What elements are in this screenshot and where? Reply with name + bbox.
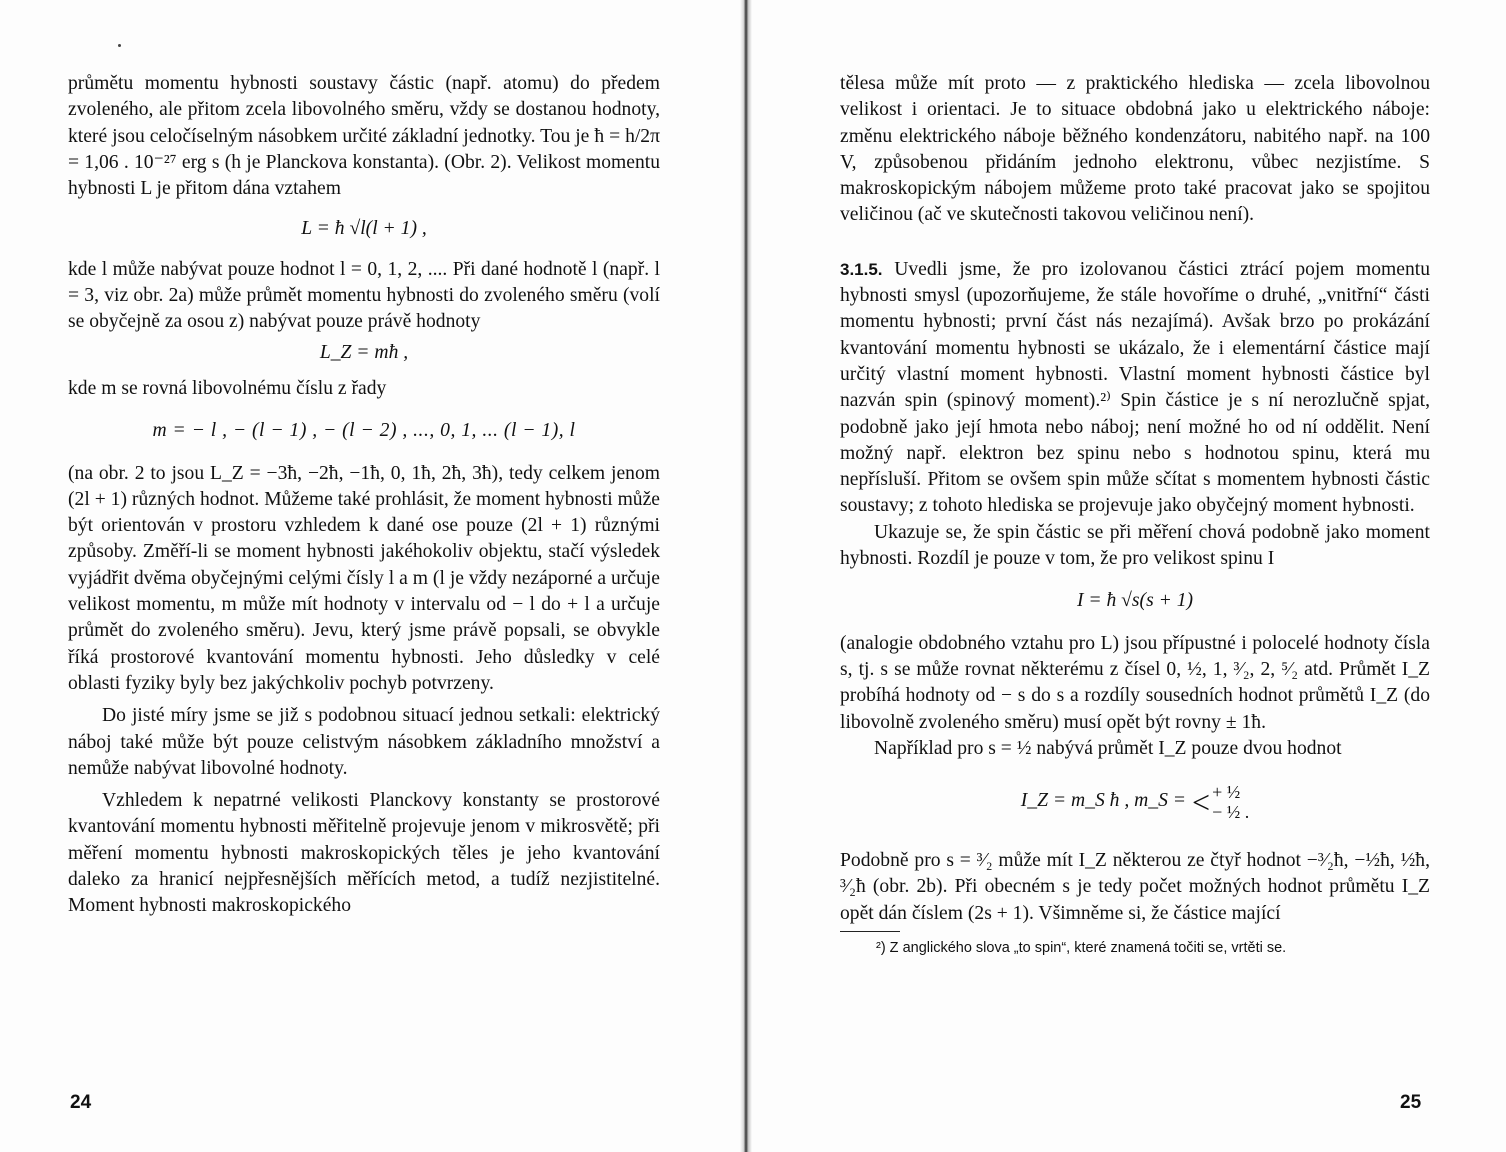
right-text-block <box>840 71 1430 958</box>
page-number-right: 25 <box>1400 1092 1422 1113</box>
left-formula-angular-momentum: L = ħ √l(l + 1) , <box>301 218 427 240</box>
formula-spin-plus: + ½ <box>1212 781 1241 802</box>
book-gutter <box>740 0 752 1152</box>
right-paragraph-6: Podobně pro s = ³⁄₂ může mít I_Z některou ze čtyř hodnot −³⁄₂ħ, −½ħ, ½ħ, ³⁄₂ħ (obr. 2b). Při obecném s je tedy počet možných hodnot průmětu I_Z opět dán číslem (2s + 1). Všimněme si, že částice mající <box>840 850 1430 924</box>
left-paragraph-4: (na obr. 2 to jsou L_Z = −3ħ, −2ħ, −1ħ, 0, 1ħ, 2ħ, 3ħ), tedy celkem jenom (2l + 1) různých hodnot. Můžeme také prohlásit, že moment hybnosti může být orientován v prostoru vzhledem k dané ose pouze (2l + 1) různými způsoby. Změří-li se moment hybnosti jakéhokoliv objektu, stačí výsledek vyjádřit dvěma obyčejnými celými čísly l a m (l je vždy nezáporné a určuje velikost momentu, m může mít hodnoty v intervalu od − l do + l a určuje průmět do zvoleného směru). Jevu, který jsme právě popsali, se obvykle říká prostorové kvantování momentu hybnosti. Jeho důsledky v celé oblasti fyziky byly bez jakýchkoliv pochyb potvrzeny. <box>68 462 660 694</box>
formula-spin-left: I_Z = m_S ħ , m_S = <box>1020 790 1187 812</box>
right-paragraph-5: Například pro s = ½ nabývá průmět I_Z pouze dvou hodnot <box>874 737 1342 759</box>
left-paragraph-2: kde l může nabývat pouze hodnot l = 0, 1, 2, .... Při dané hodnotě l (např. l = 3, viz obr. 2a) může průmět momentu hybnosti do zvoleného směru (volí se obyčejně za osou z) nabývat pouze právě hodnoty <box>68 258 660 333</box>
left-paragraph-3: kde m se rovná libovolnému číslu z řady <box>68 377 387 399</box>
angle-bracket-symbol: < <box>1192 783 1211 820</box>
right-paragraph-1: tělesa může mít proto — z praktického hlediska — zcela libovolnou velikost i orientaci. Je to situace obdobná jako u elektrického náboje: změnu elektrického náboje běžného kondenzátoru, nabitého např. na 100 V, způsobenou přidáním jednoho elektronu, vůbec nezjistíme. S makroskopickým nábojem můžeme proto také pracovat jako se spojitou veličinou (ač ve skutečnosti takovou veličinou není). <box>840 73 1430 226</box>
left-paragraph-1: průmětu momentu hybnosti soustavy částic (např. atomu) do předem zvoleného, ale přitom zcela libovolného směru, vždy se dostanou hodnoty, které jsou celočíselným násobkem určité základní jednotky. Tou je ħ = h/2π = 1,06 . 10⁻²⁷ erg s (h je Planckova konstanta). (Obr. 2). Velikost momentu hybnosti L je přitom dána vztahem <box>68 73 660 200</box>
page-speck <box>118 44 121 47</box>
page-number-left: 24 <box>70 1092 92 1113</box>
right-paragraph-2: Uvedli jsme, že pro izolovanou částici ztrácí pojem momentu hybnosti smysl (upozorňujeme, že stále hovoříme o druhé, „vnitřní“ části momentu hybnosti; první část nás nezajímá). Avšak brzo po prokázání kvantování momentu hybnosti se ukázalo, že i elementární částice mají určitý vlastní moment hybnosti. Vlastní moment hybnosti částice byl nazván spin (spinový moment).²⁾ Spin částice je s ní nerozlučně spjat, podobně jako její hmota nebo náboj; není možné ho od ní oddělit. Není možný např. elektron bez spinu nebo s hodnotou spinu, která mu nepřísluší. Přitom se ovšem spin může sčítat s momentem hybnosti částic soustavy; z tohoto hlediska se projevuje jako obyčejný moment hybnosti. <box>840 258 1431 517</box>
formula-spin-values <box>1212 782 1249 822</box>
footnote-rule <box>840 931 900 932</box>
left-text-block <box>68 71 660 920</box>
left-paragraph-5: Do jisté míry jsme se již s podobnou situací jednou setkali: elektrický náboj také může být pouze celistvým násobkem základního množství a nemůže nabývat libovolné hodnoty. <box>68 705 660 779</box>
right-page <box>752 0 1506 1152</box>
right-formula-spin: I = ħ √s(s + 1) <box>1076 590 1194 612</box>
right-paragraph-3: Ukazuje se, že spin částic se při měření chová podobně jako moment hybnosti. Rozdíl je pouze v tom, že pro velikost spinu I <box>840 521 1430 570</box>
right-formula-spin-projection <box>840 776 1430 826</box>
left-paragraph-6: Vzhledem k nepatrné velikosti Planckovy konstanty se prostorové kvantování momentu hybnosti měřitelně projevuje jenom v mikrosvětě; při měření momentu hybnosti makroskopických těles je jeho kvantování daleko za hranicí nejpřesnějších měřících metod, a tudíž nezjistitelné. Moment hybnosti makroskopického <box>68 790 660 917</box>
section-number: 3.1.5. <box>840 259 883 279</box>
footnote: ²) Z anglického slova „to spin“, které znamená točiti se, vrtěti se. <box>876 940 1287 957</box>
right-section-paragraph <box>840 257 1430 520</box>
formula-spin-minus: − ½ . <box>1212 801 1250 822</box>
left-page <box>0 0 740 1152</box>
right-paragraph-4: (analogie obdobného vztahu pro L) jsou přípustné i polocelé hodnoty čísla s, tj. s se může rovnat některému z čísel 0, ½, 1, ³⁄₂, 2, ⁵⁄₂ atd. Průmět I_Z probíhá hodnoty od − s do s a rozdíly sousedních hodnot průmětů I_Z (do libovolně zvoleného směru) musí opět být rovny ± 1ħ. <box>840 632 1430 733</box>
left-formula-m-series: m = − l , − (l − 1) , − (l − 2) , ..., 0, 1, ... (l − 1), l <box>152 420 576 442</box>
left-formula-projection: L_Z = mħ , <box>319 341 409 363</box>
